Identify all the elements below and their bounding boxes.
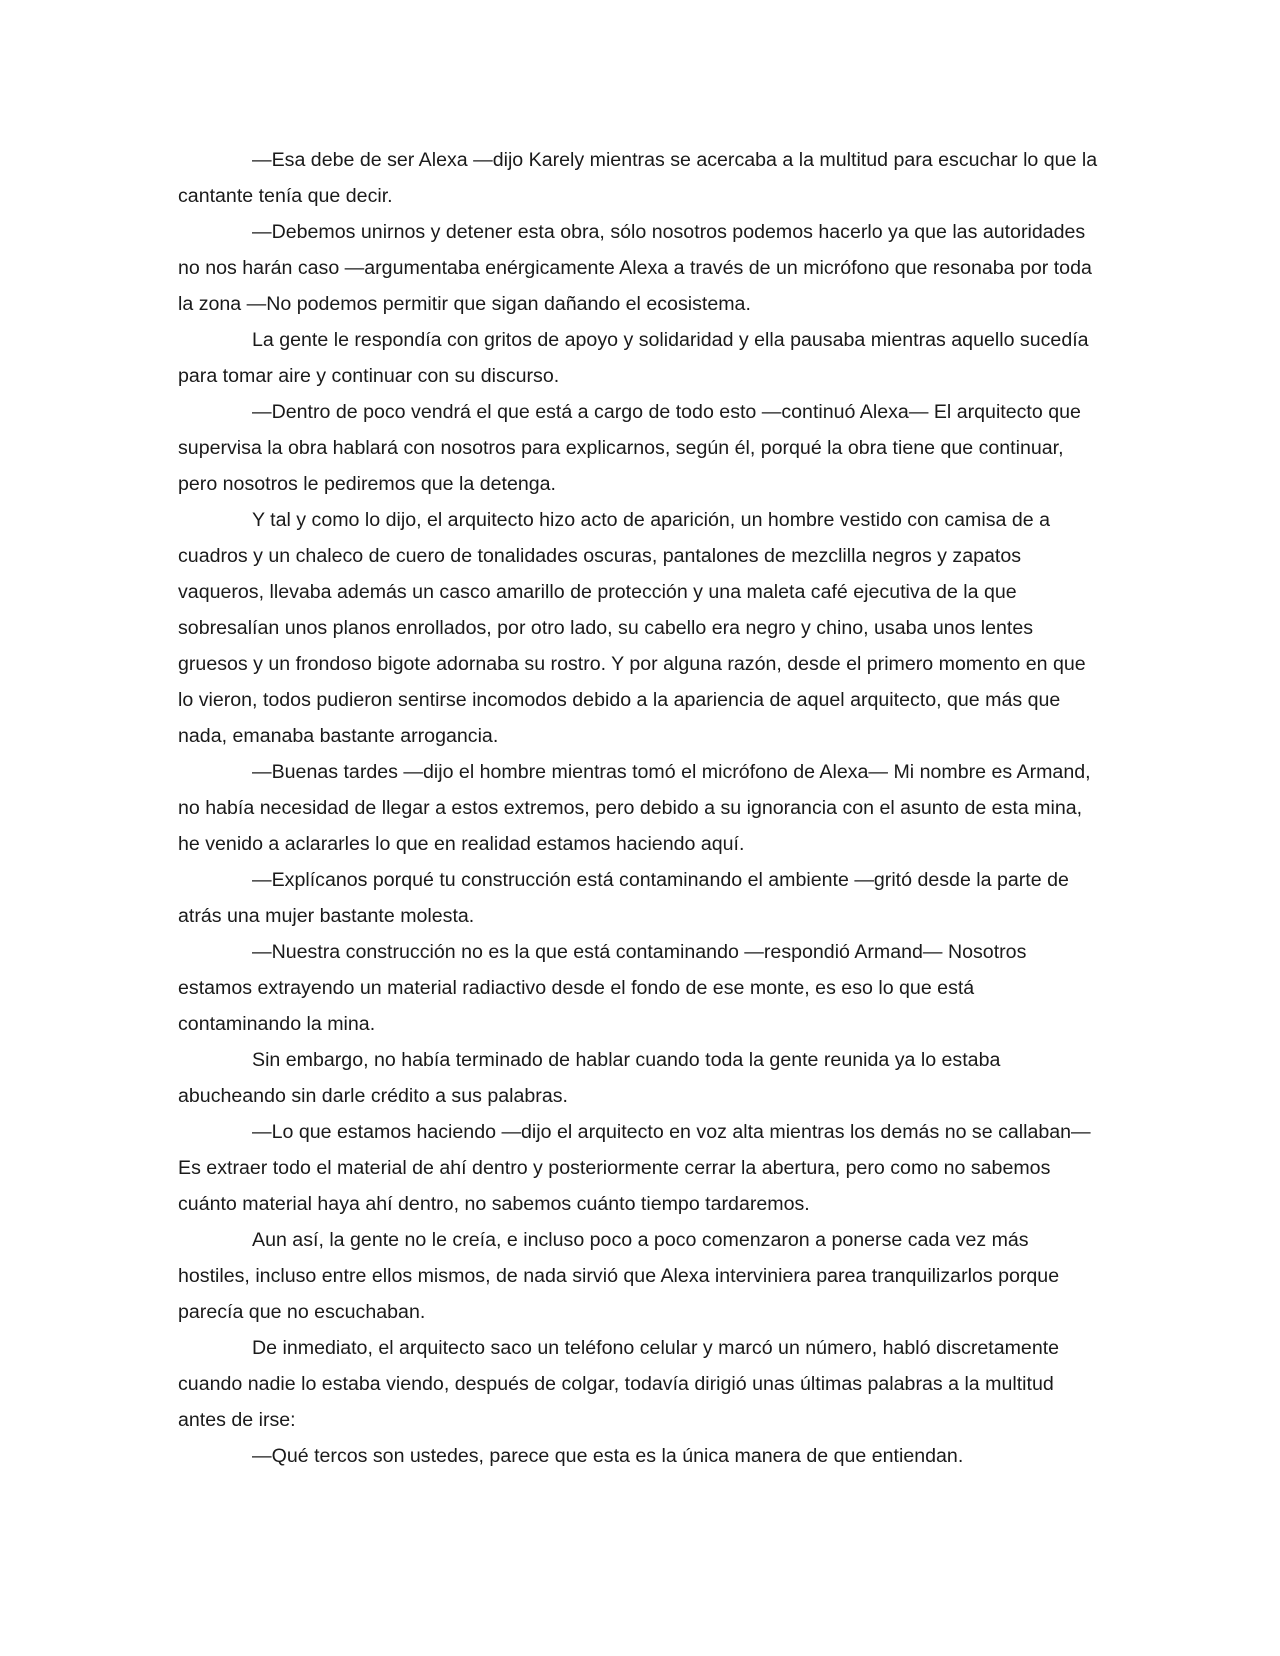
- paragraph: —Lo que estamos haciendo —dijo el arquitecto en voz alta mientras los demás no se callaban— Es extraer todo el material de ahí dentro y posteriormente cerrar la abertura, pero como no sabemos cuánto material haya ahí dentro, no sabemos cuánto tiempo tardaremos.: [178, 1121, 1091, 1215]
- paragraph: —Nuestra construcción no es la que está contaminando —respondió Armand— Nosotros estamos extrayendo un material radiactivo desde el fondo de ese monte, es eso lo que está contaminando la mina.: [178, 941, 1027, 1035]
- paragraph: Y tal y como lo dijo, el arquitecto hizo acto de aparición, un hombre vestido con camisa de a cuadros y un chaleco de cuero de tonalidades oscuras, pantalones de mezclilla negros y zapatos vaqueros, llevaba además un casco amarillo de protección y una maleta café ejecutiva de la que sobresalían unos planos enrollados, por otro lado, su cabello era negro y chino, usaba unos lentes gruesos y un frondoso bigote adornaba su rostro. Y por alguna razón, desde el primero momento en que lo vieron, todos pudieron sentirse incomodos debido a la apariencia de aquel arquitecto, que más que nada, emanaba bastante arrogancia.: [178, 509, 1086, 747]
- paragraph: De inmediato, el arquitecto saco un teléfono celular y marcó un número, habló discretamente cuando nadie lo estaba viendo, después de colgar, todavía dirigió unas últimas palabras a la multitud antes de irse:: [178, 1337, 1060, 1431]
- paragraph: Sin embargo, no había terminado de hablar cuando toda la gente reunida ya lo estaba abucheando sin darle crédito a sus palabras.: [178, 1049, 1001, 1107]
- body-text: [178, 142, 1098, 1474]
- paragraph: —Dentro de poco vendrá el que está a cargo de todo esto —continuó Alexa— El arquitecto que supervisa la obra hablará con nosotros para explicarnos, según él, porqué la obra tiene que continuar, pero nosotros le pediremos que la detenga.: [178, 401, 1081, 495]
- paragraph: —Explícanos porqué tu construcción está contaminando el ambiente —gritó desde la parte de atrás una mujer bastante molesta.: [178, 869, 1069, 927]
- paragraph: —Debemos unirnos y detener esta obra, sólo nosotros podemos hacerlo ya que las autoridades no nos harán caso —argumentaba enérgicamente Alexa a través de un micrófono que resonaba por toda la zona —No podemos permitir que sigan dañando el ecosistema.: [178, 221, 1092, 315]
- paragraph: —Esa debe de ser Alexa —dijo Karely mientras se acercaba a la multitud para escuchar lo que la cantante tenía que decir.: [178, 149, 1098, 207]
- paragraph: La gente le respondía con gritos de apoyo y solidaridad y ella pausaba mientras aquello sucedía para tomar aire y continuar con su discurso.: [178, 329, 1089, 387]
- paragraph: Aun así, la gente no le creía, e incluso poco a poco comenzaron a ponerse cada vez más hostiles, incluso entre ellos mismos, de nada sirvió que Alexa interviniera parea tranquilizarlos porque parecía que no escuchaban.: [178, 1229, 1060, 1323]
- paragraph: —Buenas tardes —dijo el hombre mientras tomó el micrófono de Alexa— Mi nombre es Armand, no había necesidad de llegar a estos extremos, pero debido a su ignorancia con el asunto de esta mina, he venido a aclararles lo que en realidad estamos haciendo aquí.: [178, 761, 1091, 855]
- paragraph: —Qué tercos son ustedes, parece que esta es la única manera de que entiendan.: [252, 1445, 964, 1467]
